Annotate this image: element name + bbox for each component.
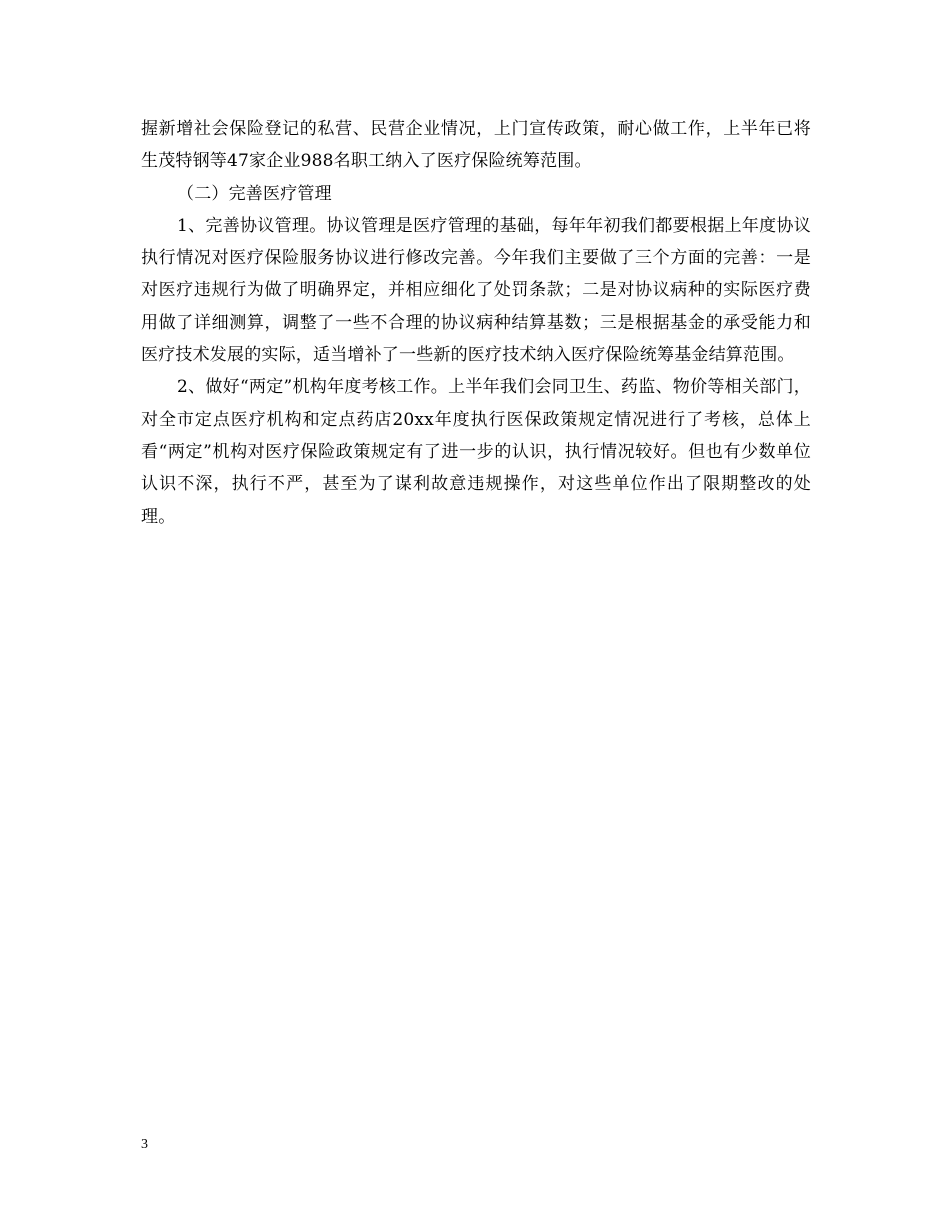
paragraph-item-2: 2、做好“两定”机构年度考核工作。上半年我们会同卫生、药监、物价等相关部门，对全市定点医疗机构和定点药店20xx年度执行医保政策规定情况进行了考核，总体上看“两定”机构对医疗保险政策规定有了进一步的认识，执行情况较好。但也有少数单位认识不深，执行不严，甚至为了谋利故意违规操作，对这些单位作出了限期整改的处理。: [141, 377, 811, 527]
document-body: [141, 113, 811, 533]
paragraph-item-1: 1、完善协议管理。协议管理是医疗管理的基础，每年年初我们都要根据上年度协议执行情况对医疗保险服务协议进行修改完善。今年我们主要做了三个方面的完善：一是对医疗违规行为做了明确界定，并相应细化了处罚条款；二是对协议病种的实际医疗费用做了详细测算，调整了一些不合理的协议病种结算基数；三是根据基金的承受能力和医疗技术发展的实际，适当增补了一些新的医疗技术纳入医疗保险统筹基金结算范围。: [141, 215, 811, 366]
paragraph-continuation: 握新增社会保险登记的私营、民营企业情况，上门宣传政策，耐心做工作，上半年已将生茂特钢等47家企业988名职工纳入了医疗保险统筹范围。: [141, 119, 811, 172]
section-heading: （二）完善医疗管理: [177, 183, 332, 204]
page-number: 3: [141, 1137, 148, 1152]
